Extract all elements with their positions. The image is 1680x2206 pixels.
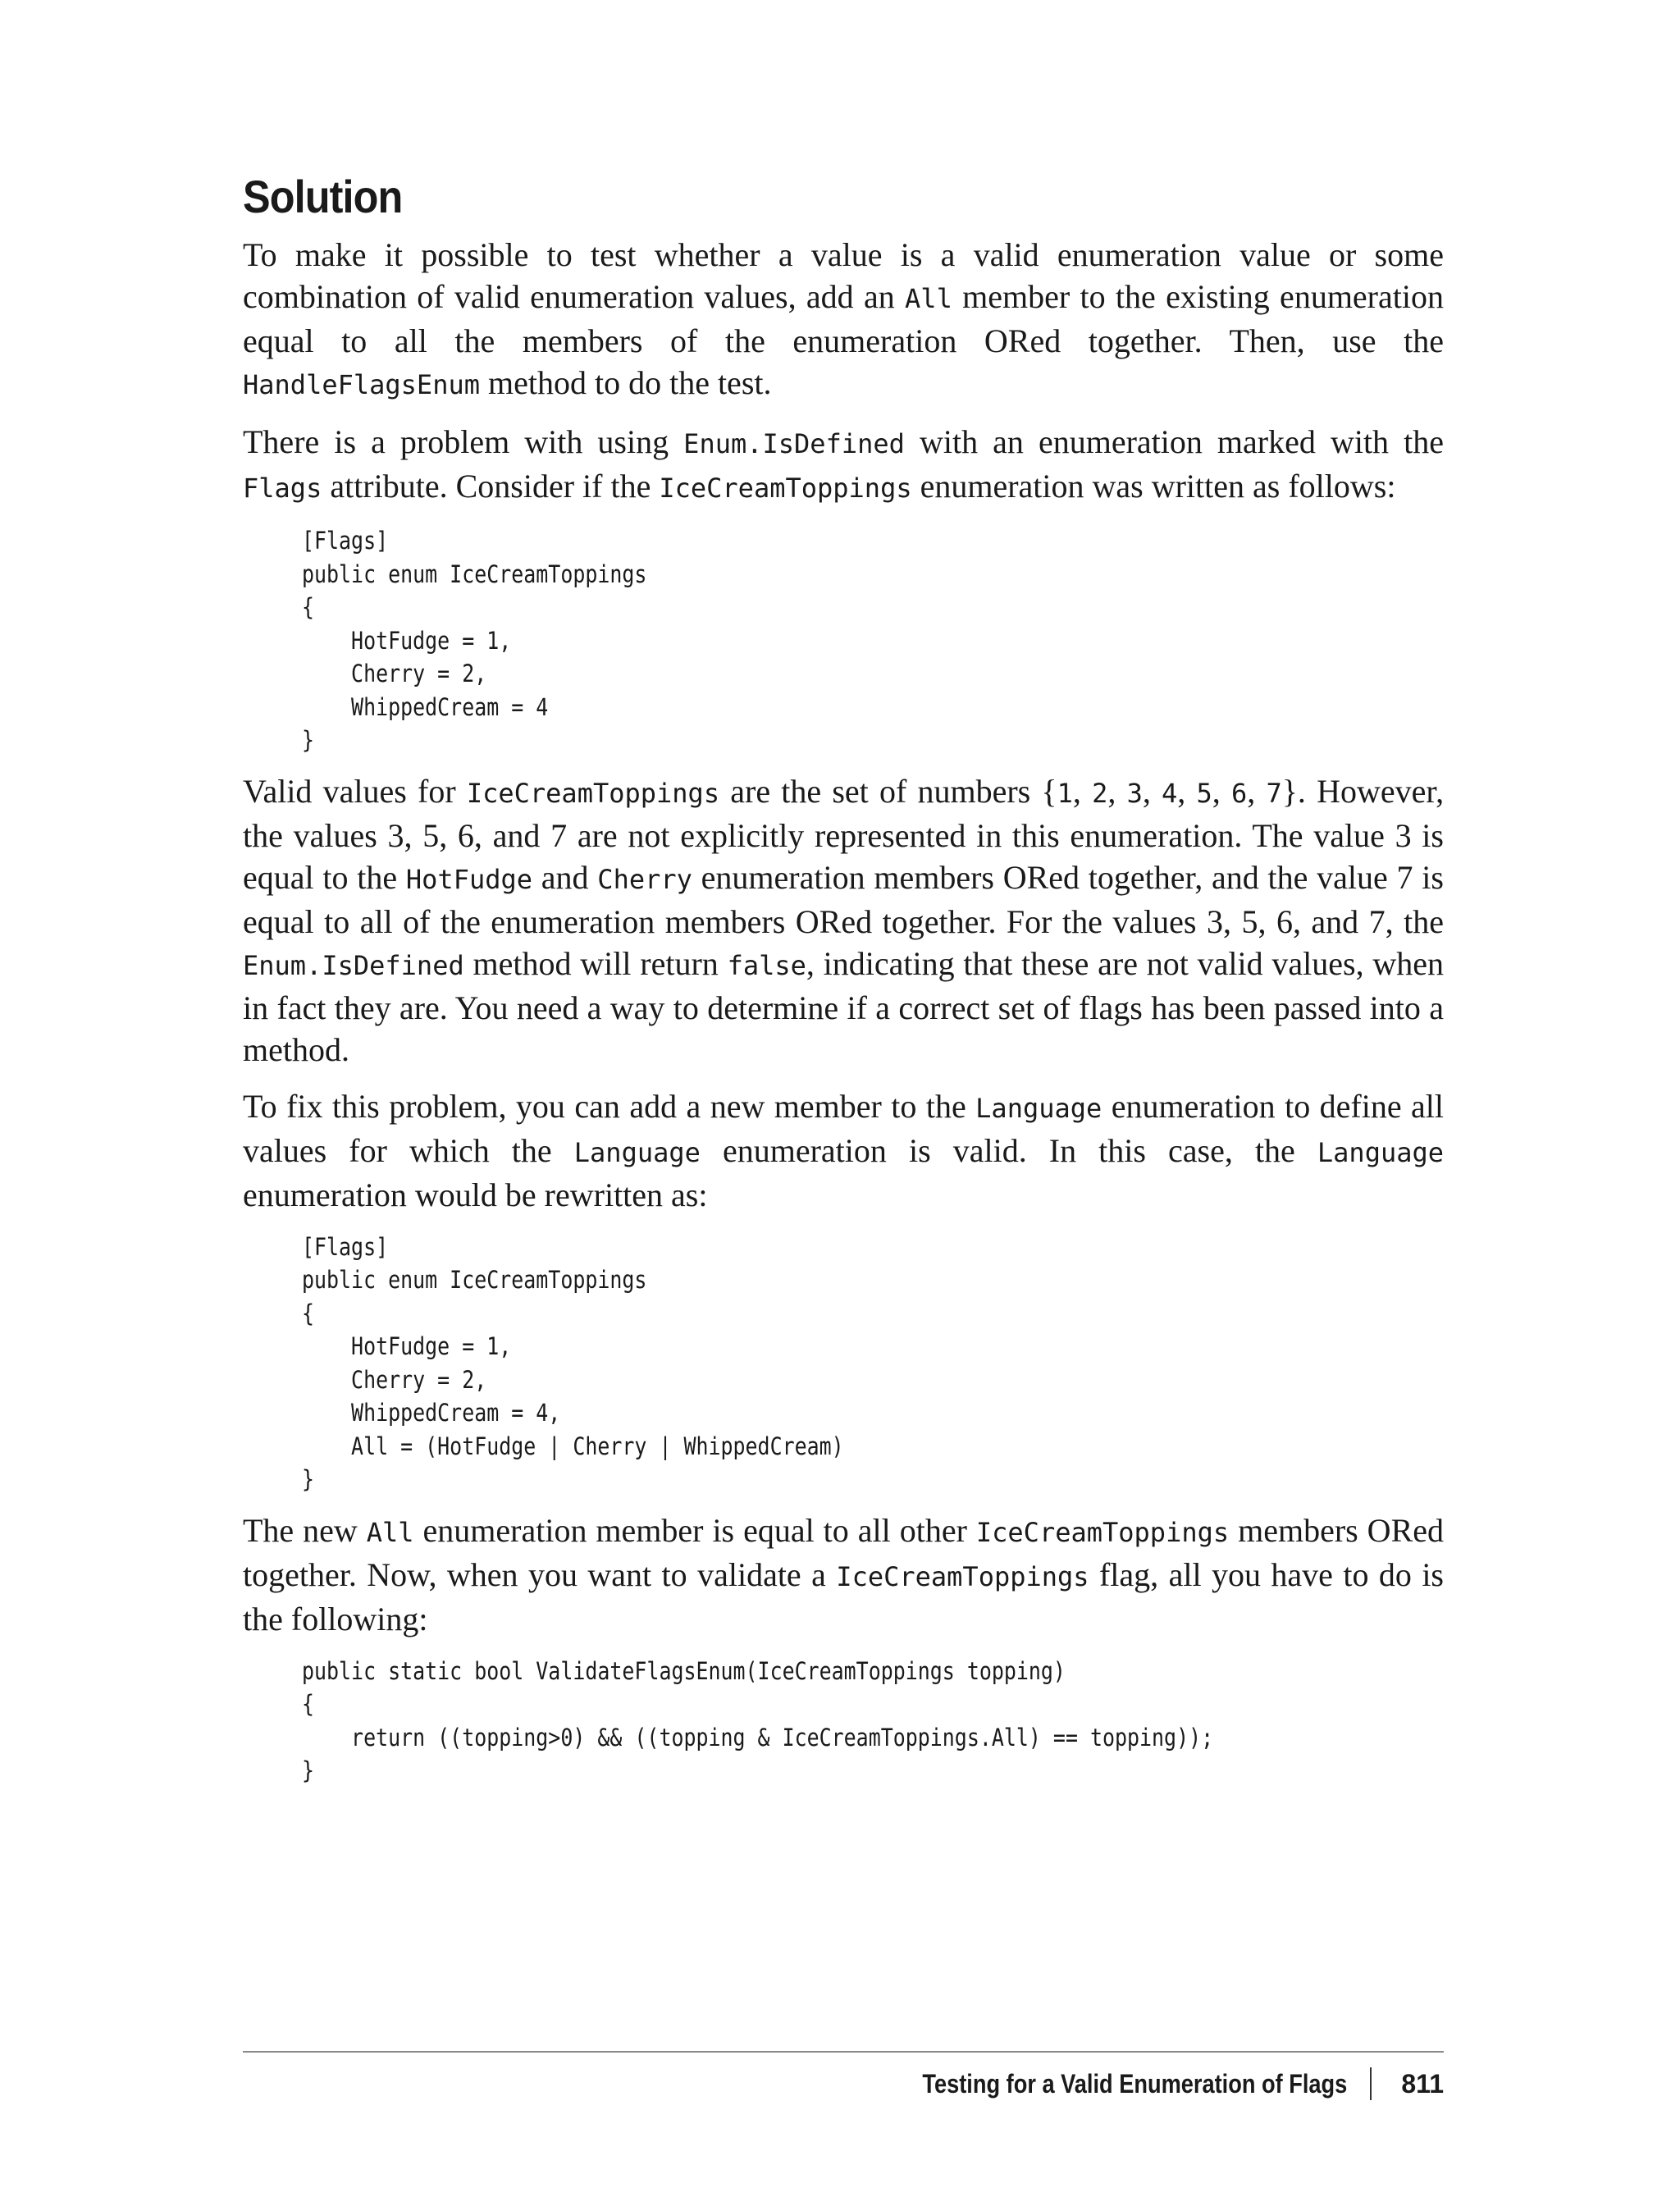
text-run: members ORed together. Now, when you want to validate a (243, 1511, 1445, 1593)
text-run: , (1177, 772, 1197, 810)
inline-code: 6 (1230, 777, 1248, 809)
code-block: [Flags] public enum IceCreamToppings { HotFudge = 1, Cherry = 2, WhippedCream = 4, All = (HotFudge | Cherry | WhippedCream) } (302, 1232, 844, 1493)
paragraph (243, 234, 1444, 406)
inline-code: false (727, 949, 806, 981)
text-run: , (1212, 772, 1231, 810)
text-run: , (1072, 772, 1093, 810)
inline-code: 4 (1162, 777, 1178, 809)
page-footer (243, 2051, 1444, 2099)
text-run: enumeration would be rewritten as: (243, 1176, 708, 1213)
footer-divider (1370, 2067, 1372, 2100)
inline-code: All (905, 283, 952, 314)
text-run: , (1107, 772, 1127, 810)
text-run: The new (243, 1511, 367, 1549)
inline-code: HotFudge (405, 863, 533, 895)
running-footer (847, 2067, 1444, 2100)
code-block: [Flags] public enum IceCreamToppings { HotFudge = 1, Cherry = 2, WhippedCream = 4 } (302, 527, 647, 754)
text-run: with an enumeration marked with the (904, 423, 1444, 460)
section-heading: Solution (243, 171, 403, 222)
inline-code: Language (1317, 1136, 1445, 1168)
inline-code: Language (975, 1092, 1102, 1124)
inline-code: Enum.IsDefined (243, 949, 464, 981)
text-run: method to do the test. (479, 364, 772, 401)
text-run: enumeration was written as follows: (911, 468, 1396, 505)
paragraph (243, 770, 1444, 1071)
text-run: enumeration is valid. In this case, the (700, 1131, 1317, 1169)
page-number: 811 (1401, 2068, 1444, 2099)
inline-code: 1 (1057, 777, 1073, 809)
text-run: To fix this problem, you can add a new member to the (243, 1087, 976, 1125)
text-run: There is a problem with using (243, 423, 684, 460)
inline-code: 3 (1126, 777, 1143, 809)
text-run: method will return (463, 944, 728, 982)
text-run: , (1247, 772, 1267, 810)
text-run: , (1142, 772, 1162, 810)
inline-code: HandleFlagsEnum (243, 369, 480, 400)
text-run: member to the existing enumeration equal to all the members of the enumeration ORed together. Then, use the (243, 278, 1444, 359)
code-block: public static bool ValidateFlagsEnum(IceCreamToppings topping) { return ((topping>0) && ((topping & IceCreamToppings.All) == topping)); } (302, 1656, 1214, 1784)
inline-code: IceCreamToppings (466, 777, 720, 809)
inline-code: Language (573, 1136, 701, 1168)
text-run: }. However, the values 3, 5, 6, and 7 are not explicitly represented in this enumeration. The value 3 is equal to the (243, 772, 1445, 896)
text-run: enumeration to define all values for which the (243, 1087, 1444, 1169)
text-run: are the set of numbers { (719, 772, 1057, 810)
footer-title: Testing for a Valid Enumeration of Flags (922, 2068, 1348, 2099)
text-run: To make it possible to test whether a value is a valid enumeration value or some combination of valid enumeration values, add an (243, 236, 1444, 315)
inline-code: IceCreamToppings (975, 1516, 1230, 1548)
inline-code: All (366, 1516, 414, 1548)
text-run: Valid values for (243, 772, 467, 810)
text-run: flag, all you have to do is the following: (243, 1555, 1444, 1637)
inline-code: Cherry (597, 863, 692, 895)
inline-code: Enum.IsDefined (683, 428, 905, 459)
text-run: and (532, 858, 598, 896)
paragraph (243, 421, 1444, 509)
text-run: , indicating that these are not valid values, when in fact they are. You need a way to determine if a correct set of flags has been passed into a method. (243, 944, 1444, 1068)
paragraph (243, 1085, 1444, 1216)
inline-code: 5 (1196, 777, 1212, 809)
inline-code: IceCreamToppings (836, 1560, 1089, 1592)
inline-code: 7 (1266, 777, 1282, 809)
text-run: attribute. Consider if the (322, 468, 660, 505)
text-run: enumeration member is equal to all other (413, 1511, 976, 1549)
inline-code: 2 (1092, 777, 1108, 809)
paragraph (243, 1509, 1444, 1640)
inline-code: IceCreamToppings (659, 473, 912, 504)
text-run: enumeration members ORed together, and the value 7 is equal to all of the enumeration members ORed together. For the values 3, 5, 6, and 7, the (243, 858, 1444, 940)
inline-code: Flags (243, 473, 322, 504)
page-content (243, 168, 1444, 1801)
